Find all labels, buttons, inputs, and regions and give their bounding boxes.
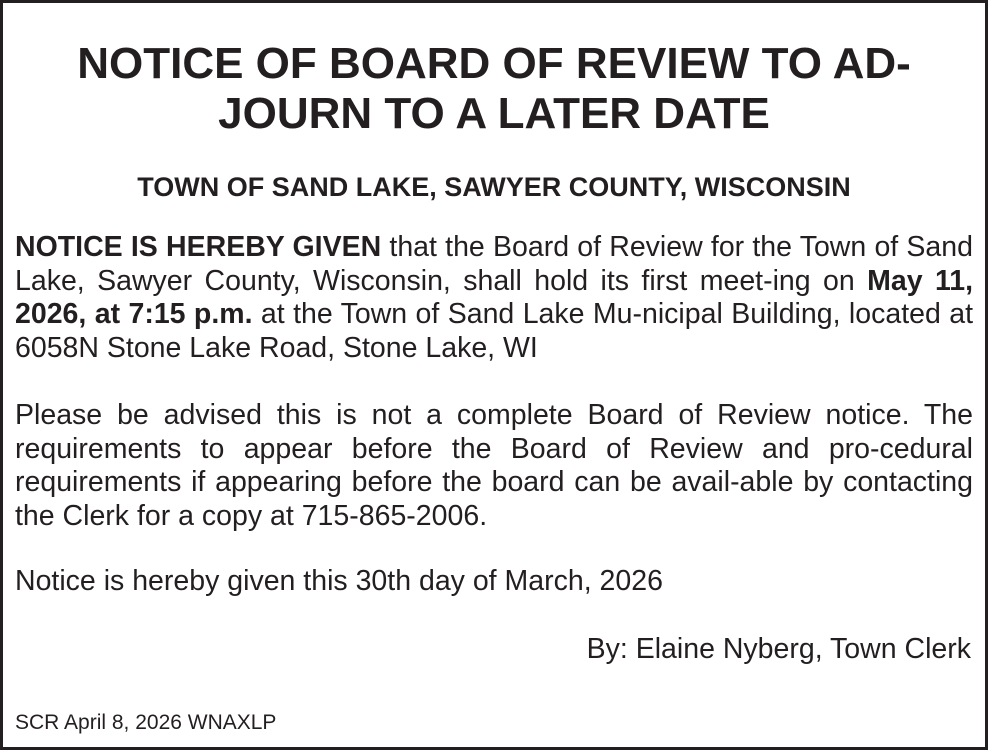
meeting-date: May 11, 2026, at 7:15 p.m. xyxy=(15,264,974,330)
given-date-paragraph: Notice is hereby given this 30th day of March, 2026 xyxy=(15,565,663,597)
clerk-signature: By: Elaine Nyberg, Town Clerk xyxy=(586,632,971,665)
notice-title-line-2: JOURN TO A LATER DATE xyxy=(218,89,770,138)
meeting-text-a: that the Board of Review for the Town of Sand Lake, Sawyer County, Wisconsin, shall hold its first meet-ing on xyxy=(15,231,973,297)
notice-title-line-1: NOTICE OF BOARD OF REVIEW TO AD- xyxy=(77,39,911,88)
meeting-text-b: at the Town of Sand Lake Mu-nicipal Building, located at 6058N Stone Lake Road, Stone Lake, WI xyxy=(15,298,973,364)
publication-footer: SCR April 8, 2026 WNAXLP xyxy=(15,711,277,734)
advisory-paragraph: Please be advised this is not a complete Board of Review notice. The requirements to appear before the Board of Review and pro-cedural requirements if appearing before the board can be avail-able by contacting the Clerk for a copy at 715-865-2006. xyxy=(15,399,973,532)
meeting-paragraph xyxy=(15,231,973,365)
notice-subtitle: TOWN OF SAND LAKE, SAWYER COUNTY, WISCONSIN xyxy=(137,172,851,202)
notice-lead: NOTICE IS HEREBY GIVEN xyxy=(15,231,382,263)
notice-title xyxy=(15,39,973,139)
